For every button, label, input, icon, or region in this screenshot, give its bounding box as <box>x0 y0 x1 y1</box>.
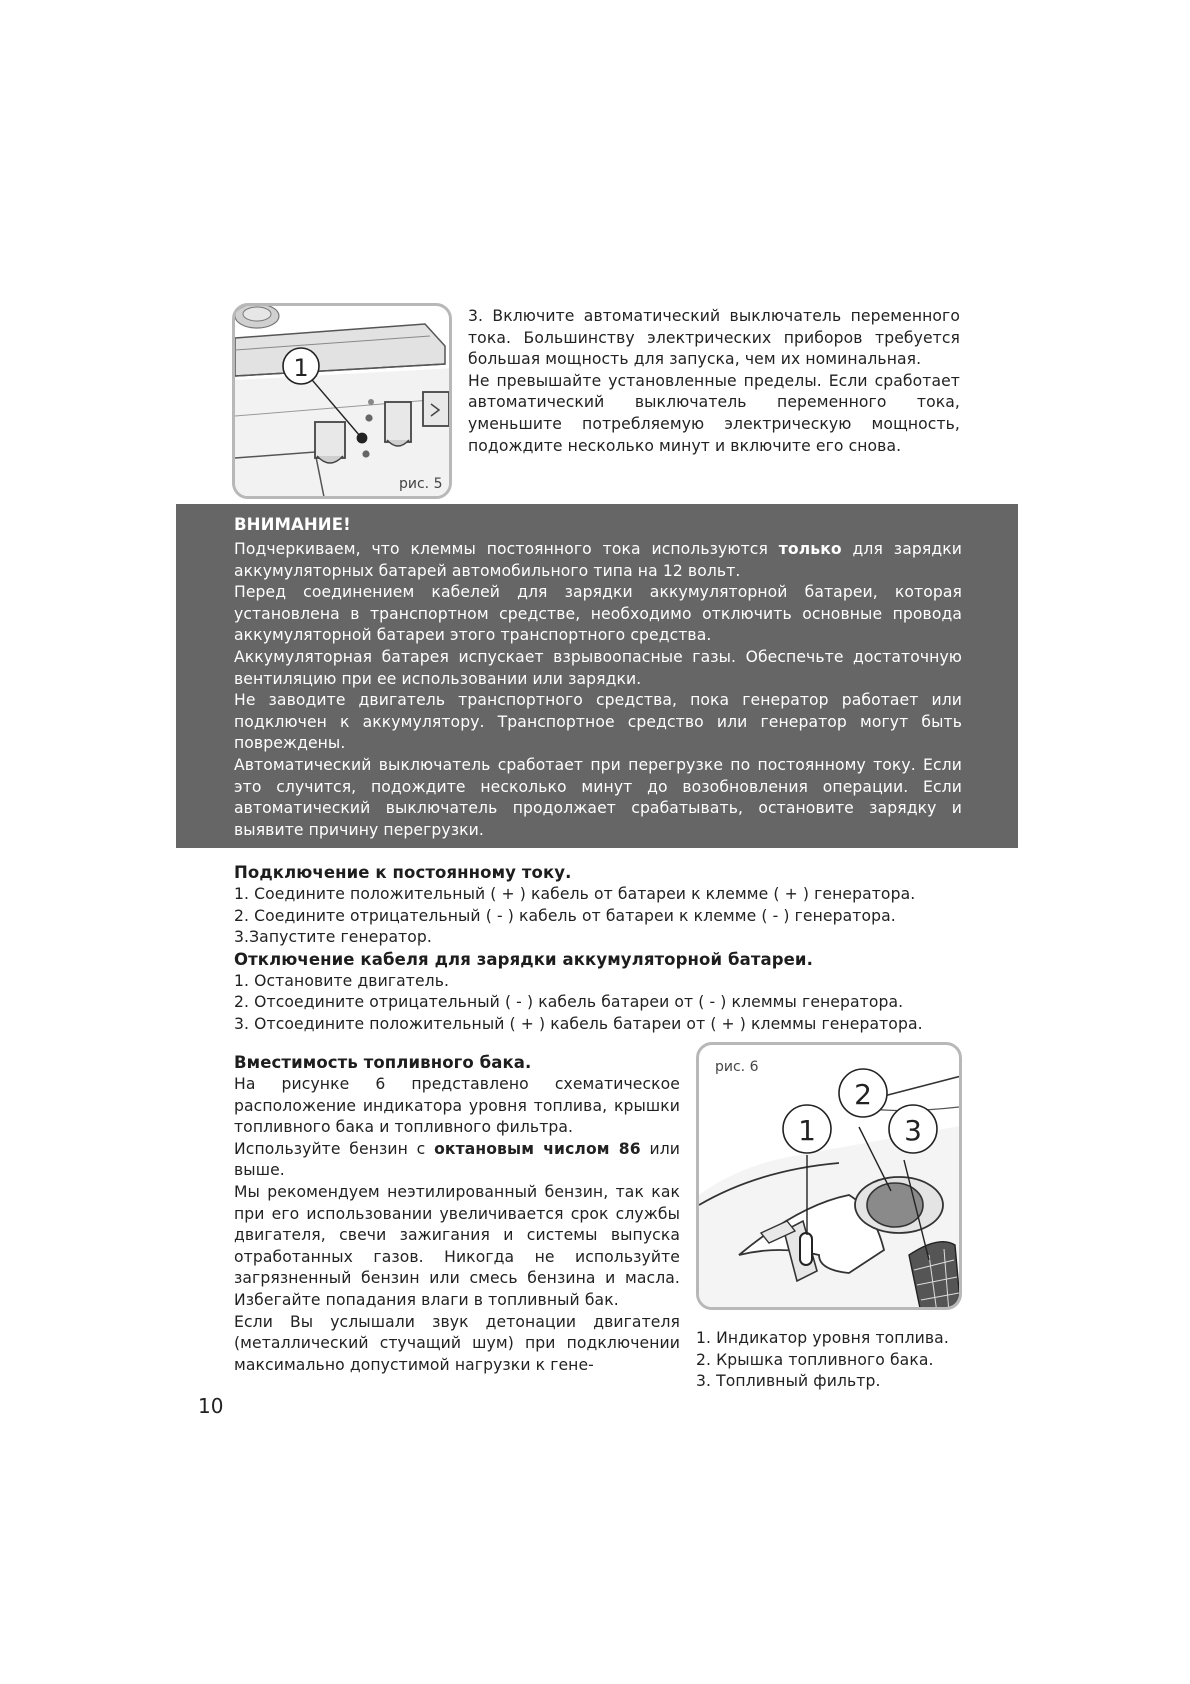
figure-6-label: рис. 6 <box>715 1059 759 1075</box>
page-number: 10 <box>198 1394 224 1418</box>
dc-connect-step-2: 2. Соедините отрицательный ( - ) кабель от батареи к клемме ( - ) генератора. <box>234 906 896 925</box>
fuel-p2-text-end: или выше. <box>234 1139 680 1180</box>
dc-section <box>234 862 994 1036</box>
fuel-paragraph-1: На рисунке 6 представлено схематическое расположение индикатора уровня топлива, крышки топливного бака и топливного фильтра. <box>234 1075 680 1137</box>
fuel-p2-bold: октановым числом 86 <box>434 1139 641 1158</box>
warning-p1-text-end: для зарядки аккумуляторных батарей автомобильного типа на 12 вольт. <box>234 540 962 580</box>
figure-6-legend <box>696 1328 986 1393</box>
warning-paragraph-1 <box>234 539 962 582</box>
fuel-p2-text: Используйте бензин с <box>234 1139 435 1158</box>
intro-text <box>468 306 960 457</box>
dc-disconnect-step-3: 3. Отсоедините положительный ( + ) кабель батареи от ( + ) клеммы генератора. <box>234 1014 923 1033</box>
warning-paragraph-3: Аккумуляторная батарея испускает взрывоопасные газы. Обеспечьте достаточную вентиляцию при ее использовании или зарядки. <box>234 647 962 688</box>
dc-connect-step-3: 3.Запустите генератор. <box>234 928 432 947</box>
dc-connect-step-1: 1. Соедините положительный ( + ) кабель от батареи к клемме ( + ) генератора. <box>234 885 916 903</box>
intro-paragraph-2: Не превышайте установленные пределы. Если сработает автоматический выключатель переменного тока, уменьшите потребляемую электрическую мощность, подождите несколько минут и включите его снова. <box>468 371 960 455</box>
fuel-paragraph-3: Мы рекомендуем неэтилированный бензин, так как при его использовании увеличивается срок службы двигателя, свечи зажигания и системы выпуска отработанных газов. Никогда не используйте загрязненный бензин или смесь бензина и масла. Избегайте попадания влаги в топливный бак. <box>234 1182 680 1309</box>
figure-5-illustration <box>235 306 452 499</box>
intro-paragraph-1: 3. Включите автоматический выключатель переменного тока. Большинству электрических приборов требуется большая мощность для запуска, чем их номинальная. <box>468 307 960 369</box>
legend-item-2: 2. Крышка топливного бака. <box>696 1350 934 1369</box>
fuel-paragraph-2 <box>234 1139 680 1182</box>
warning-title: ВНИМАНИЕ! <box>234 515 351 534</box>
warning-box <box>176 504 1018 848</box>
figure-5-label: рис. 5 <box>399 476 443 492</box>
figure-6-callout-1: 1 <box>798 1114 816 1147</box>
warning-paragraph-4: Не заводите двигатель транспортного средства, пока генератор работает или подключен к аккумулятору. Транспортное средство или генератор могут быть повреждены. <box>234 691 962 753</box>
warning-p1-text: Подчеркиваем, что клеммы постоянного тока используются <box>234 540 779 558</box>
figure-6-callout-3: 3 <box>904 1114 922 1147</box>
warning-paragraph-2: Перед соединением кабелей для зарядки аккумуляторной батареи, которая установлена в транспортном средстве, необходимо отключить основные провода аккумуляторной батареи этого транспортного средства. <box>234 583 962 645</box>
fuel-paragraph-4: Если Вы услышали звук детонации двигателя (металлический стучащий шум) при подключении максимально допустимой нагрузки к гене- <box>234 1312 680 1374</box>
figure-6-illustration <box>699 1045 962 1310</box>
figure-5 <box>232 303 452 499</box>
figure-6 <box>696 1042 962 1310</box>
dc-connect-title: Подключение к постоянному току. <box>234 863 572 882</box>
legend-item-1: 1. Индикатор уровня топлива. <box>696 1329 949 1347</box>
figure-5-callout: 1 <box>293 354 309 382</box>
fuel-title: Вместимость топливного бака. <box>234 1053 532 1072</box>
legend-item-3: 3. Топливный фильтр. <box>696 1372 881 1391</box>
dc-disconnect-step-2: 2. Отсоедините отрицательный ( - ) кабель батареи от ( - ) клеммы генератора. <box>234 993 904 1012</box>
warning-p1-bold: только <box>778 540 842 558</box>
fuel-section <box>234 1052 680 1376</box>
warning-paragraph-5: Автоматический выключатель сработает при перегрузке по постоянному току. Если это случится, подождите несколько минут до возобновления операции. Если автоматический выключатель продолжает срабатывать, остановите зарядку и выявите причину перегрузки. <box>234 755 962 839</box>
dc-disconnect-step-1: 1. Остановите двигатель. <box>234 971 450 990</box>
dc-disconnect-title: Отключение кабеля для зарядки аккумуляторной батареи. <box>234 949 813 969</box>
figure-6-callout-2: 2 <box>854 1078 872 1111</box>
